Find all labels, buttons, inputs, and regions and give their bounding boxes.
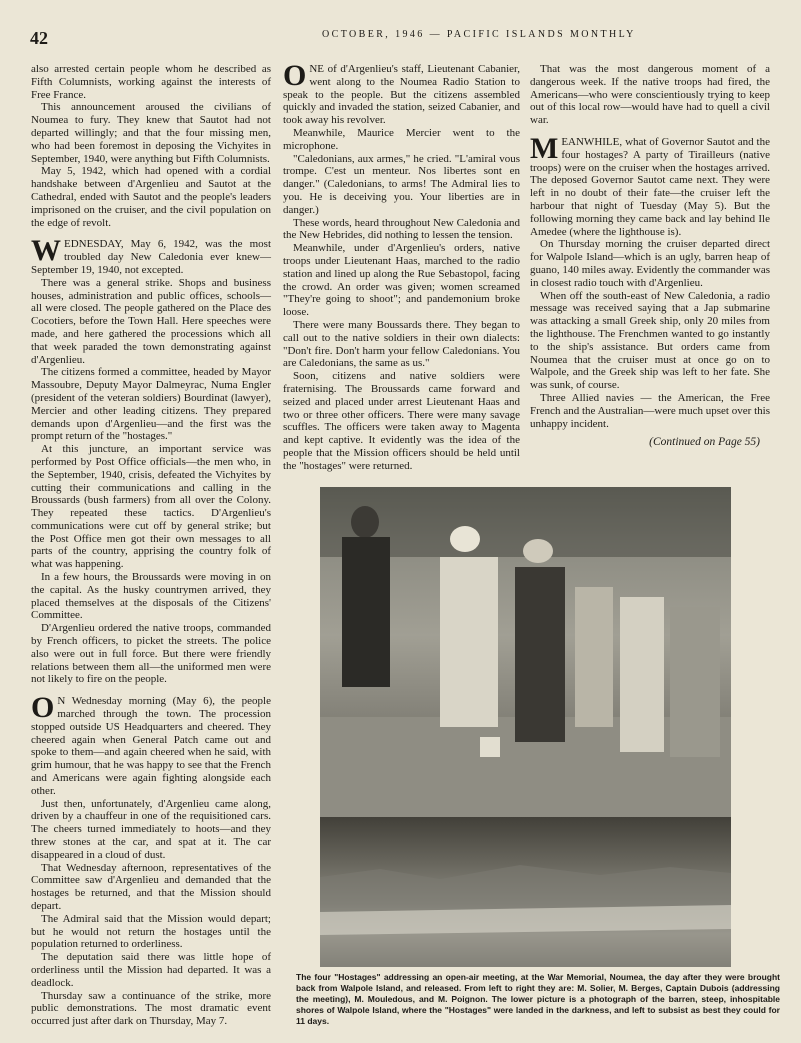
article-column-1 <box>31 63 271 1028</box>
photo-hostages-meeting <box>320 487 731 817</box>
shore-texture <box>320 817 731 967</box>
paragraph: Just then, unfortunately, d'Argenlieu came along, driven by a chauffeur in one of the requisitioned cars. The cheers turned immediately to hoots—and they threw stones at the car, and spat at it. The car disappeared in a cloud of dust. <box>31 797 271 861</box>
paragraph: "Caledonians, aux armes," he cried. "L'amiral vous trompe. C'est un menteur. Nos libertes sont en danger." (Caledonians, to arms! The Admiral lies to you. He is deceiving you. Your liberties are in danger.) <box>283 152 520 216</box>
paragraph: Three Allied navies — the American, the Free French and the Australian—were much upset over this unhappy incident. <box>530 391 770 430</box>
paragraph: On Thursday morning the cruiser departed direct for Walpole Island—which is an ugly, barren heap of guano, 140 miles away. Evidently the commander was in closest radio touch with d'Argenlieu. <box>530 238 770 289</box>
drop-cap-letter: M <box>530 131 559 165</box>
paragraph: That was the most dangerous moment of a dangerous week. If the native troops had fired, the Americans—who were conscientiously trying to keep out of this local row—would have had to quell a civil war. <box>530 63 770 127</box>
paragraph: Thursday saw a continuance of the strike, more public demonstrations. The most dramatic event occurred just after dark on Thursday, May 7. <box>31 989 271 1028</box>
running-head: OCTOBER, 1946 — PACIFIC ISLANDS MONTHLY <box>322 29 636 40</box>
article-column-3 <box>530 63 770 449</box>
paragraph: The Admiral said that the Mission would depart; but he would not return the hostages until the population returned to orderliness. <box>31 912 271 951</box>
paragraph: There was a general strike. Shops and business houses, administration and public offices, schools—all were closed. The people gathered on the Place des Cocotiers, before the Town Hall. Here speeches were made, and here gathered the processions which all that week paraded the town demonstrating against d'Argenlieu. <box>31 276 271 366</box>
page-number: 42 <box>30 28 48 48</box>
paragraph: There were many Boussards there. They began to call out to the native soldiers in their own dialects: "Don't fire. Don't harm your fellow Caledonians. You are Caledonians, the same as us." <box>283 318 520 370</box>
paragraph-dropcap: WEDNESDAY, May 6, 1942, was the most troubled day New Caledonia ever knew—September 19, 1940, not excepted. <box>31 234 271 276</box>
paragraph: The citizens formed a committee, headed by Mayor Massoubre, Deputy Mayor Dalmeyrac, Numa Engler (president of the veteran soldiers) Bourdinat (lawyer), Mercier and other leading citizens. They prepared demands upon d'Argenlieu—and the first was the prompt return of the "hostages." <box>31 366 271 443</box>
crowd-silhouettes <box>320 487 731 817</box>
drop-cap-letter: W <box>31 234 61 268</box>
article-column-2 <box>283 59 520 473</box>
paragraph: When off the south-east of New Caledonia, a radio message was received saying that a Jap submarine was attacking a small Greek ship, only 20 miles from the lighthouse. The Frenchmen wanted to go instantly to the ship's assistance. But orders came from Noumea that the cruiser must at once go on to Walpole, and the Greek ship was left to her fate. She was sunk, of course. <box>530 289 770 392</box>
paragraph: D'Argenlieu ordered the native troops, commanded by French officers, to picket the streets. The police also were out in full force. But there were friendly relations between them all—the uniformed men were not likely to fire on the people. <box>31 622 271 686</box>
paragraph: That Wednesday afternoon, representatives of the Committee saw d'Argenlieu and demanded that the hostages be returned, and that the Mission should depart. <box>31 861 271 912</box>
continued-note: (Continued on Page 55) <box>649 436 760 449</box>
paragraph-dropcap: O N Wednesday morning (May 6), the people marched through the town. The procession stopped outside US Headquarters and cheered. They cheered again when General Patch came out and spoke to them—and again cheered when he said, with grim humour, that he was happy to see that the French and Americans were again fighting alongside each other. <box>31 691 271 797</box>
paragraph: These words, heard throughout New Caledonia and the New Hebrides, did nothing to lessen the tension. <box>283 216 520 242</box>
paragraph: The deputation said there was little hope of orderliness until the Mission had departed. It was a deadlock. <box>31 951 271 989</box>
drop-cap-letter: O <box>31 691 55 725</box>
paragraph: In a few hours, the Broussards were moving in on the capital. As the husky countrymen arrived, they placed themselves at the disposals of the Citizens' Committee. <box>31 571 271 622</box>
drop-cap-letter: O <box>283 59 307 92</box>
paragraph: Meanwhile, Maurice Mercier went to the microphone. <box>283 126 520 152</box>
photo-caption: The four "Hostages" addressing an open-air meeting, at the War Memorial, Noumea, the day after they were brought back from Walpole Island, and released. From left to right they are: M. Solier, M. Berges, Captain Dubois (addressing the meeting), M. Mouledous, and M. Poignon. The lower picture is a photograph of the barren, steep, inhospitable shores of Walpole Island, where the "Hostages" were landed in the darkness, and left to subsist as best they could for 11 days. <box>296 972 780 1026</box>
paragraph: This announcement aroused the civilians of Noumea to fury. They knew that Sautot had not departed willingly; and that the four missing men, who had been foremost in deposing the Vichyites in September, 1940, were anything but Fifth Columnists. <box>31 101 271 165</box>
paragraph: also arrested certain people whom he described as Fifth Columnists, working against the interests of Free France. <box>31 63 271 101</box>
paragraph-dropcap: MEANWHILE, what of Governor Sautot and the four hostages? A party of Tirailleurs (native troops) were on the cruiser when the hostages arrived. The deposed Governor Sautot came next. They were left in no doubt of their fate—the cruiser left the harbour that night of Tuesday (May 5). But the following morning they came back and lay behind Ile Amedee (where the lighthouse is). <box>530 131 770 238</box>
paragraph: May 5, 1942, which had opened with a cordial handshake between d'Argenlieu and Sautot at the Cathedral, ended with Sautot and the people's leaders imprisoned on the cruiser, and the civil population on the edge of revolt. <box>31 165 271 229</box>
paragraph: At this juncture, an important service was performed by Post Office officials—the men who, in the September, 1940, crisis, defeated the Vichyites by cutting their communications and calling in the Broussards (bush farmers) from all over the Colony. They repeated these tactics. D'Argenlieu's communications were cut off by general strike; but the Post Office men got their own messages to all parts of the country, apprising the country folk of what was happening. <box>31 443 271 571</box>
photo-walpole-island-shore <box>320 817 731 967</box>
paragraph: Soon, citizens and native soldiers were fraternising. The Broussards came forward and seized and placed under arrest Lieutenant Haas and two or three other officers. There were many savage scuffles. The officers were taken away to Magenta and kept captive. It evidently was the idea of the people that the Mission officers should be held until the "hostages" were returned. <box>283 370 520 472</box>
paragraph-dropcap: ONE of d'Argenlieu's staff, Lieutenant Cabanier, went along to the Noumea Radio Station to speak to the people. But the citizens assembled quickly and invaded the station, seized Cabanier, and took away his revolver. <box>283 59 520 127</box>
paragraph: Meanwhile, under d'Argenlieu's orders, native troops under Lieutenant Haas, marched to the radio station and lined up along the Rue Sebastopol, facing the crowd. An order was given; women screamed "They're going to shoot"; and pandemonium broke loose. <box>283 242 520 319</box>
